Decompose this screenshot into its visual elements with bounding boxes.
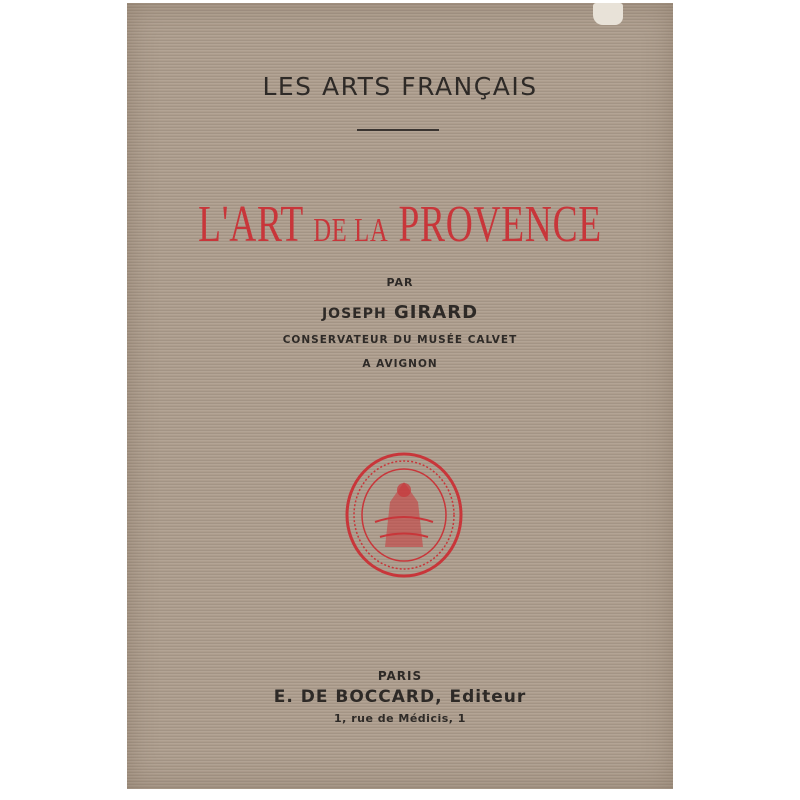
torn-corner (593, 3, 623, 25)
title-part: L'ART (198, 196, 304, 253)
publisher-address: 1, rue de Médicis, 1 (334, 712, 466, 725)
publisher-city: PARIS (377, 669, 423, 683)
by-label: PAR (386, 276, 414, 289)
author-name (127, 303, 673, 323)
author-city: A AVIGNON (362, 358, 438, 370)
book-title (59, 196, 740, 253)
divider (357, 129, 439, 131)
title-part: DE LA (313, 212, 389, 249)
publisher-name: E. DE BOCCARD, Editeur (273, 687, 527, 707)
book-cover (127, 3, 673, 789)
author-role: CONSERVATEUR DU MUSÉE CALVET (282, 334, 518, 346)
series-title: LES ARTS FRANÇAIS (262, 72, 538, 101)
seal-emblem (345, 452, 463, 578)
title-part: PROVENCE (398, 196, 602, 253)
author-first: JOSEPH (321, 306, 387, 322)
author-last: GIRARD (393, 302, 479, 323)
